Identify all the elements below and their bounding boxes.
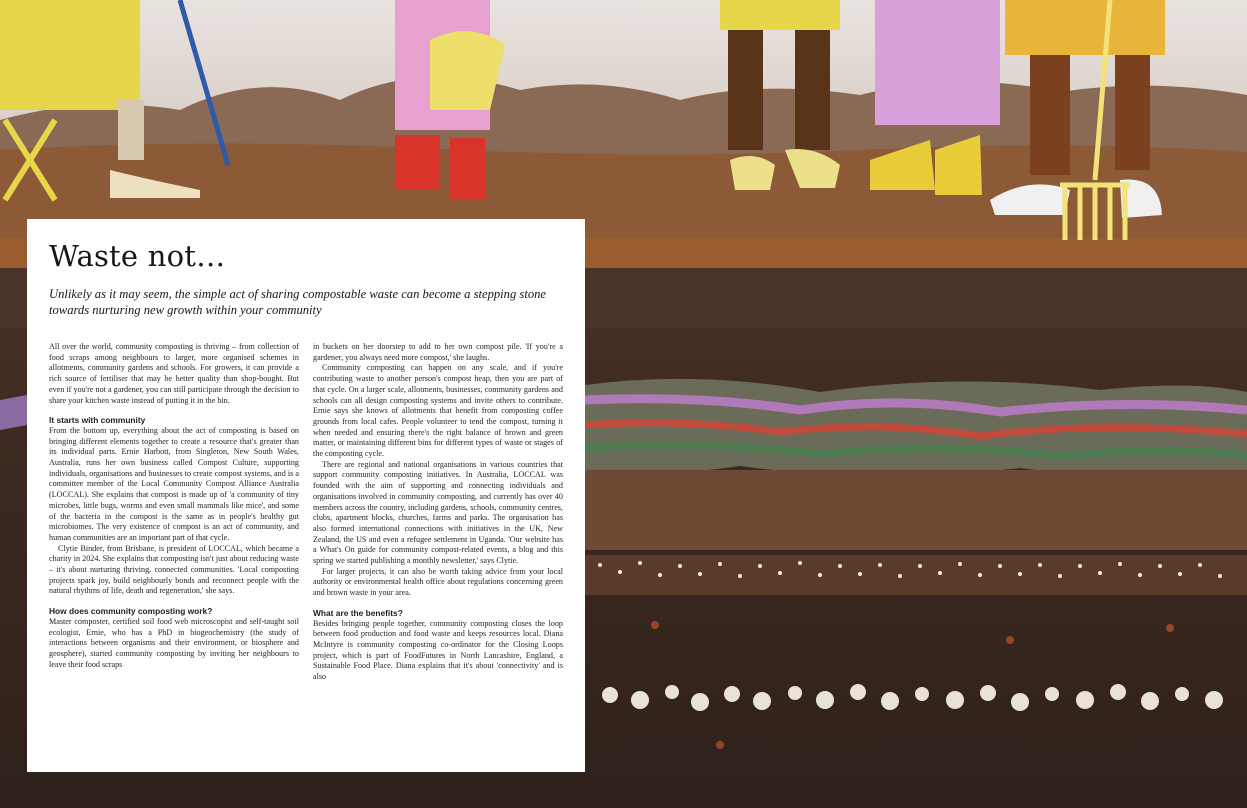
paragraph: For larger projects, it can also be worth taking advice from your local authority or environmental health office about regulations concerning green and brown waste in your area. [313, 566, 563, 598]
article-standfirst: Unlikely as it may seem, the simple act of sharing compostable waste can become a stepping stone towards nurturing new growth within your community [49, 287, 547, 317]
subheading: What are the benefits? [313, 607, 403, 618]
article-panel [27, 219, 585, 772]
paragraph: Master composter, certified soil food web microscopist and self-taught soil ecologist, Ernie, who has a PhD in biogeochemistry (the study of interactions between organisms and their environment, or biosphere and geosphere), started community composting by inviting her neighbours to leave their food scraps [49, 616, 299, 669]
paragraph: Community composting can happen on any scale, and if you're contributing waste to another person's compost heap, then you are part of that cycle. On a larger scale, allotments, businesses, community gardens and schools can all design composting systems and invite others to contribute. Ernie says she knows of allotments that benefit from composting coffee grounds from local cafes. People volunteer to tend the compost, turning it when needed and ensuring there's the right balance of brown and green matter, or maintaining different bins for different types of waste or stages of the composting cycle. [313, 363, 563, 459]
column-left [49, 342, 299, 683]
subheading: How does community composting work? [49, 606, 213, 617]
article-body [49, 342, 563, 683]
paragraph: in buckets on her doorstep to add to her own compost pile. 'If you're a gardener, you always need more compost,' she laughs. [313, 342, 563, 362]
article-title: Waste not… [49, 239, 226, 273]
paragraph: Besides bringing people together, community composting closes the loop between food production and food waste and keeps resources local. Diana McIntyre is community composting co-ordinator for the Closing Loops project, which is part of FoodFutures in North Lancashire, England, a Sustainable Food Place. Diana explains that it's about 'connectivity' and is also [313, 618, 563, 682]
paragraph: Clytie Binder, from Brisbane, is president of LOCCAL, which became a charity in 2024. She explains that composting isn't just about reducing waste – it's about nurturing thriving, connected communities. 'Local composting projects spark joy, build neighbourly bonds and reconnect people with the natural rhythms of life, death and regeneration,' she says. [49, 543, 299, 596]
paragraph: From the bottom up, everything about the act of composting is based on bringing different elements together to create a resource that's greater than its individual parts. Ernie Harbott, from Singleton, New South Wales, Australia, runs her own business called Compost Culture, supporting individuals, organisations and businesses to create compost systems, and is a committee member of the Local Community Compost Alliance Australia (LOCCAL). She explains that compost is made up of 'a community of tiny microbes, little bugs, worms and even small mammals like mice', and some of the bacteria in the compost is the same as in people's healthy gut microbiomes. The very existence of compost is an act of community, and human communities are an important part of that cycle. [49, 425, 299, 542]
paragraph: There are regional and national organisations in various countries that support community composting initiatives. In Australia, LOCCAL was founded with the aim of supporting and connecting individuals and organisations involved in community composting, and currently has over 40 members across the country, including gardens, schools, community centres, clubs, apartment blocks, churches, farms and parks. The organisation has also formed international connections with initiatives in the UK, New Zealand, the US and even a refugee settlement in Uganda. 'Our website has a What's On guide for community compost-related events, a blog and this spring we started publishing a monthly newsletter,' says Clytie. [313, 459, 563, 566]
column-right [313, 342, 563, 683]
subheading: It starts with community [49, 415, 146, 426]
paragraph: All over the world, community composting is thriving – from collection of food scraps among neighbours to larger, more organised schemes in allotments, community gardens and schools. For growers, it can provide a rich source of fertiliser that may be better quality than shop-bought. But even if you're not a gardener, you can still participate through the decision to share your kitchen waste instead of putting it in the bin. [49, 342, 299, 405]
